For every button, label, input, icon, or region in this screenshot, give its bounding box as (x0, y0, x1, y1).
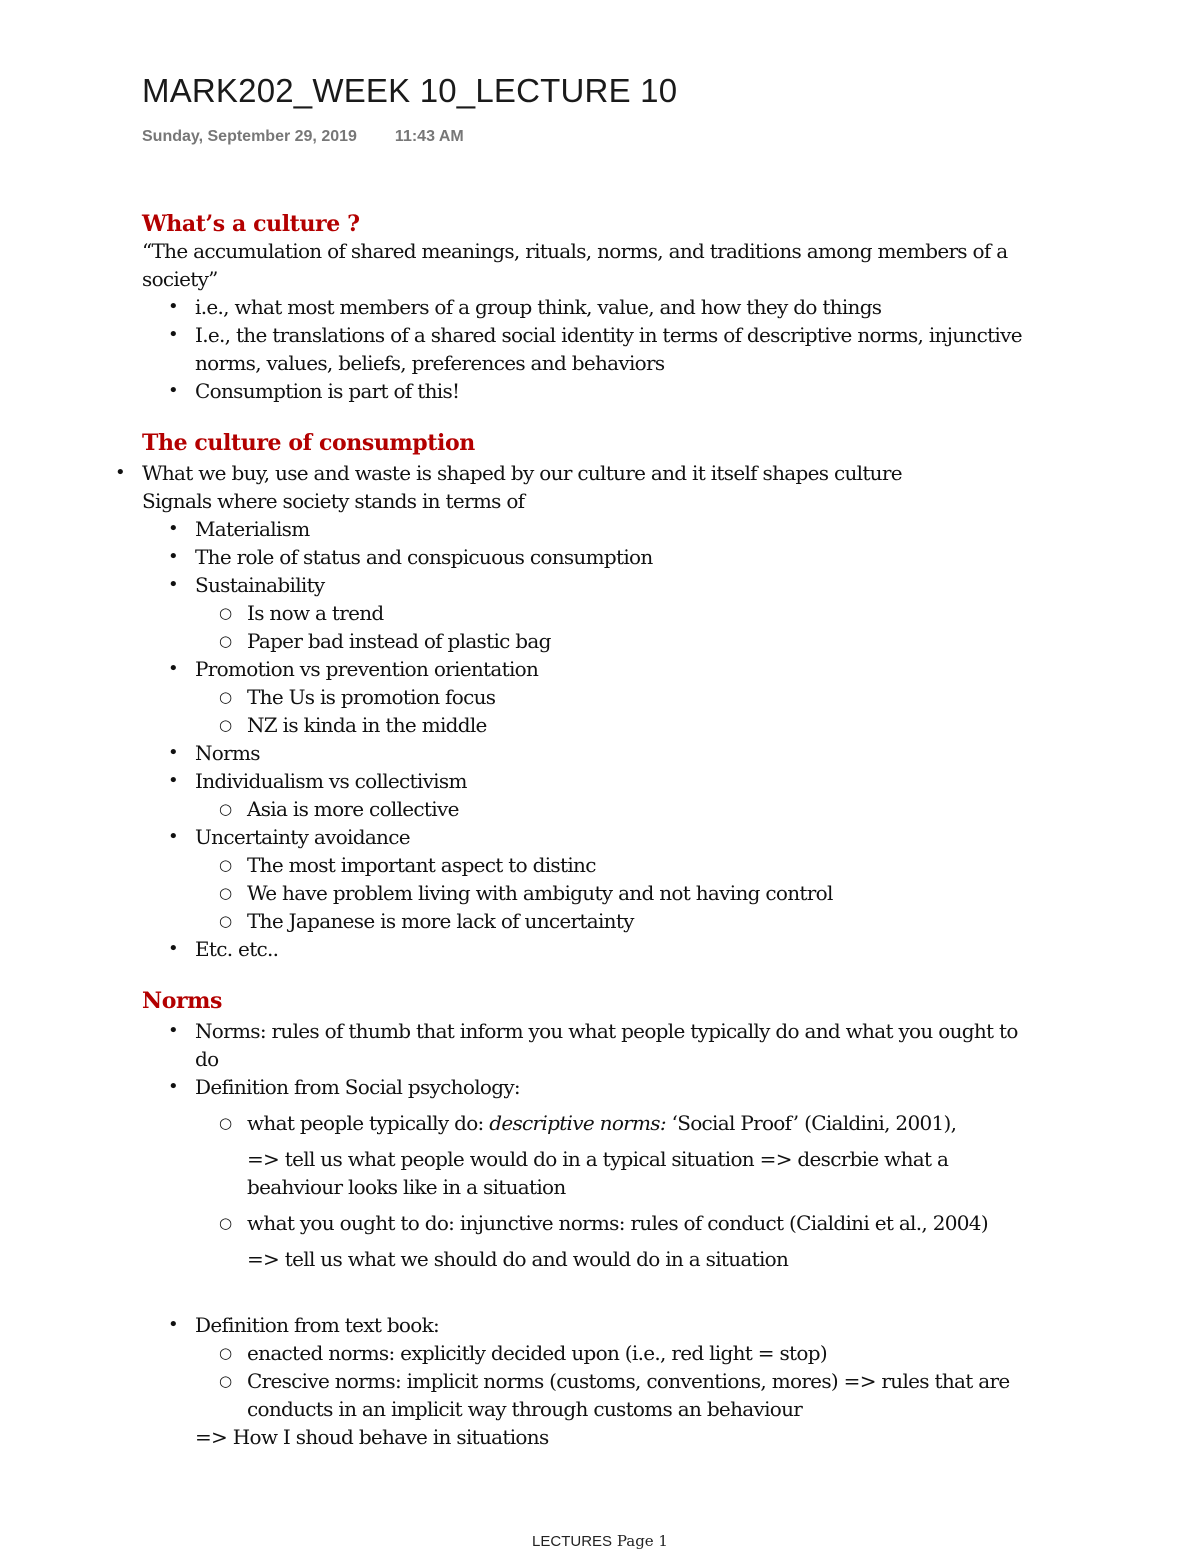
note-body (142, 208, 1062, 1451)
descriptive-suffix: ‘Social Proof’ (Cialdini, 2001), (665, 1111, 957, 1135)
list-item (142, 1311, 1062, 1423)
list-item: • Consumption is part of this! (142, 377, 1062, 405)
signals-text: Signals where society stands in terms of (142, 489, 525, 513)
list-item-label: Definition from Social psychology: (195, 1075, 520, 1099)
norms-list (142, 1017, 1062, 1273)
section-heading-consumption: The culture of consumption (142, 430, 475, 456)
list-item (142, 823, 1062, 935)
list-item-label: Uncertainty avoidance (195, 825, 410, 849)
list-item (142, 655, 1062, 739)
list-item: • Materialism (142, 515, 1062, 543)
list-item: • Norms (142, 739, 1062, 767)
footer-page-number: Page 1 (616, 1532, 668, 1550)
list-item: • i.e., what most members of a group think, value, and how they do things (142, 293, 1062, 321)
sub-list (142, 1109, 1062, 1273)
sub-list (142, 683, 1062, 739)
note-metadata (142, 128, 464, 146)
list-item-label: Promotion vs prevention orientation (195, 657, 539, 681)
list-item: • The role of status and conspicuous consumption (142, 543, 1062, 571)
page-footer (0, 1532, 1200, 1550)
culture-quote: “The accumulation of shared meanings, rituals, norms, and traditions among members of a society” (142, 239, 1008, 291)
note-date: Sunday, September 29, 2019 (142, 128, 357, 145)
page-title: MARK202_WEEK 10_LECTURE 10 (142, 72, 678, 109)
sub-list-item: ○ Is now a trend (195, 599, 1062, 627)
list-item: • I.e., the translations of a shared social identity in terms of descriptive norms, injunctive norms, values, beliefs, preferences and behaviors (142, 321, 1062, 377)
culture-list (142, 293, 1062, 405)
consumption-list (142, 515, 1062, 963)
sub-list-item: ○ Paper bad instead of plastic bag (195, 627, 1062, 655)
list-item (142, 571, 1062, 655)
sub-list-item (195, 1109, 1062, 1209)
footer-section-label: LECTURES (532, 1533, 613, 1550)
note-time: 11:43 AM (394, 128, 464, 145)
list-item: • Etc. etc.. (142, 935, 1062, 963)
list-item-label: Definition from text book: (195, 1313, 440, 1337)
sub-list-item: ○ NZ is kinda in the middle (195, 711, 1062, 739)
textbook-tail: => How I shoud behave in situations (195, 1425, 549, 1449)
list-item-label: Individualism vs collectivism (195, 769, 467, 793)
sub-list (142, 851, 1062, 935)
injunctive-note: => tell us what we should do and would do in a situation (247, 1247, 789, 1271)
descriptive-norms-term: descriptive norms: (489, 1111, 666, 1135)
sub-list-item: ○ The most important aspect to distinc (195, 851, 1062, 879)
descriptive-note: => tell us what people would do in a typical situation => descrbie what a beahviour looks like in a situation (247, 1147, 949, 1199)
sub-list-item: ○ The Japanese is more lack of uncertainty (195, 907, 1062, 935)
section-heading-norms: Norms (142, 988, 223, 1014)
descriptive-prefix: what people typically do: (247, 1111, 490, 1135)
sub-list-item: ○ Crescive norms: implicit norms (customs, conventions, mores) => rules that are conducts in an implicit way through customs an behaviour (195, 1367, 1062, 1423)
list-item-label: Sustainability (195, 573, 325, 597)
list-item (142, 1073, 1062, 1273)
sub-list-item (195, 1209, 1062, 1273)
list-item: • Norms: rules of thumb that inform you what people typically do and what you ought to do (142, 1017, 1062, 1073)
sub-list (142, 795, 1062, 823)
list-item (142, 767, 1062, 823)
injunctive-text: ○ what you ought to do: injunctive norms: rules of conduct (Cialdini et al., 2004) (247, 1211, 988, 1235)
sub-list-item: ○ The Us is promotion focus (195, 683, 1062, 711)
sub-list (142, 599, 1062, 655)
sub-list-item: ○ We have problem living with ambiguty and not having control (195, 879, 1062, 907)
consumption-lead-list (142, 459, 1062, 487)
section-heading-culture: What’s a culture ? (142, 211, 360, 237)
sub-list (142, 1339, 1062, 1423)
sub-list-item: ○ Asia is more collective (195, 795, 1062, 823)
textbook-list (142, 1311, 1062, 1423)
sub-list-item: ○ enacted norms: explicitly decided upon (i.e., red light = stop) (195, 1339, 1062, 1367)
list-item: • What we buy, use and waste is shaped by our culture and it itself shapes culture (142, 459, 1062, 487)
